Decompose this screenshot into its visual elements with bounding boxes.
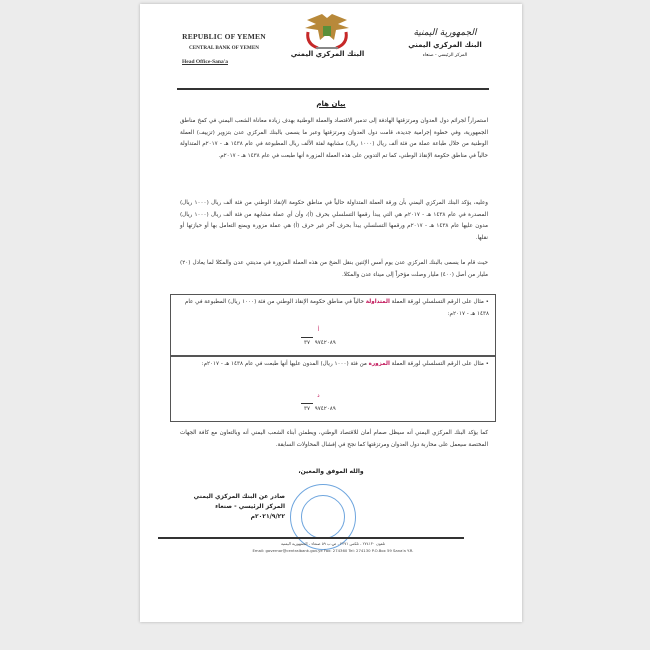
ar-bank-name: البنك المركزي اليمني: [408, 41, 482, 49]
footer-contact: Email: governor@centralbank.gov.ye Fax: 274360 Tel: 274130 P.O.Box 59 Sana'a Y.R.: [252, 548, 414, 553]
highlight-text: المزورة: [368, 361, 390, 367]
paragraph: وعليه، يؤكد البنك المركزي اليمني بأن ورقة العملة المتداولة حالياً في مناطق حكومة الإنقاذ الوطني من فئة ألف ريال (١٠٠٠ ريال) المصدرة في عام ١٤٣٨ هـ - ٢٠١٧م هي التي يبدأ رقمها التسلسلي بحرف (أ)، وأن أي عملة مشابهة من فئة ألف ريال (١٠٠٠ ريال) مدون عليها عام ١٤٣٨ هـ - ٢٠١٧م ورقمها التسلسلي يبدأ بحرف آخر غير حرف (أ) هي عملة مزورة ويمنع التعامل بها أو حيازتها أو نقلها.: [180, 200, 489, 241]
office-name: Head Office-Sana'a: [182, 59, 228, 65]
bank-name: CENTRAL BANK OF YEMEN: [188, 45, 260, 51]
ar-office-name: المركز الرئيسي - صنعاء: [422, 53, 468, 58]
document-title: بيان هام: [316, 100, 346, 108]
genuine-note-example: [170, 294, 496, 356]
box-text: من فئة (١٠٠٠ ريال) المدون عليها أنها طبعت في عام ١٤٣٨ هـ - ٢٠١٧م:: [201, 361, 369, 367]
document-page: [140, 4, 522, 622]
serial-prefix: ٣٧: [301, 337, 313, 350]
paragraph: استمراراً لجرائم دول العدوان ومرتزقتها الهادفة إلى تدمير الاقتصاد والعملة الوطنية بهدف زيادة معاناة الشعب اليمني في كمخ مناطق الجمهورية، وفي خطوة إجرامية جديدة، قامت دول العدوان ومرتزقتها وعبر ما يسمى بالبنك المركزي عدن بتزوير (تزييف) العملة الوطنية من خلال طباعة عملة من فئة ألف ريال (١٠٠٠ ريال) مشابهة لفئة الألف ريال المطبوعة في عام ١٤٣٨ هـ - ٢٠١٧م المتداولة حالياً في مناطق حكومة الإنقاذ الوطني، كما تم التدوين على هذه العملة المزورة أنها طبعت في عام ١٤٣٨ هـ - ٢٠١٧م.: [180, 118, 488, 159]
closing-line: والله الموفق والمعين،: [298, 468, 364, 475]
serial-number: ٩٧٤٢٠٨٩: [314, 339, 336, 346]
yemen-emblem-icon: [302, 14, 352, 52]
signature-issuer: صادر عن البنك المركزي اليمني: [193, 493, 285, 500]
signature-office: المركز الرئيسي - صنعاء: [215, 503, 285, 510]
box-text: • مثال على الرقم التسلسلي لورقة العملة: [389, 299, 489, 305]
signature-date: ٢٠٢١/٩/٢٢م: [250, 513, 285, 520]
arabic-letterhead: [390, 28, 500, 58]
signature-block: [190, 492, 285, 522]
republic-name: REPUBLIC OF YEMEN: [182, 32, 266, 41]
ar-republic-name: الجمهورية اليمنية: [413, 28, 477, 38]
paragraph: حيث قام ما يسمى بالبنك المركزي عدن يوم أمس الإثنين بنقل الضخ من هذه العملة المزورة في مدينتي عدن والمكلا لما يعادل (٢٠) مليار من أصل (٤٠٠) مليار وصلت مؤخراً إلى ميناء عدن والمكلا.: [180, 260, 488, 278]
center-bank-name: البنك المركزي اليمني: [290, 50, 365, 58]
serial-number: ٩٧٤٢٠٨٩: [314, 405, 336, 412]
footer-divider: [158, 537, 464, 539]
box-text: حالياً في مناطق حكومة الإنقاذ الوطني من فئة (١٠٠٠ ريال) المطبوعة في عام ١٤٣٨ هـ - ٢٠١٧م:: [184, 299, 489, 317]
highlight-text: المتداولة: [365, 299, 390, 305]
serial-example: [301, 391, 336, 415]
serial-prefix: ٣٧: [301, 403, 313, 416]
serial-letter: أ: [317, 327, 320, 333]
paragraph: كما يؤكد البنك المركزي اليمني أنه سيظل صمام أمان للاقتصاد الوطني، ويطمئن أبناء الشعب اليمني أنه وبالتعاون مع كافة الجهات المختصة سيعمل على محاربة دول العدوان ومرتزقتها كما نجح في إفشال المحاولات السابقة.: [180, 430, 488, 448]
serial-example: [301, 325, 336, 349]
box-text: • مثال على الرقم التسلسلي لورقة العملة: [389, 361, 489, 367]
serial-letter: د: [317, 393, 320, 399]
footer-arabic: تلفون ٢٧٤١٣٠ - تلكس ٢٢٧١ - ص.ب ٥٩ صنعاء - الجمهورية اليمنية: [280, 541, 386, 546]
english-letterhead: [178, 32, 270, 65]
counterfeit-note-example: [170, 356, 496, 422]
header-divider: [177, 88, 489, 90]
